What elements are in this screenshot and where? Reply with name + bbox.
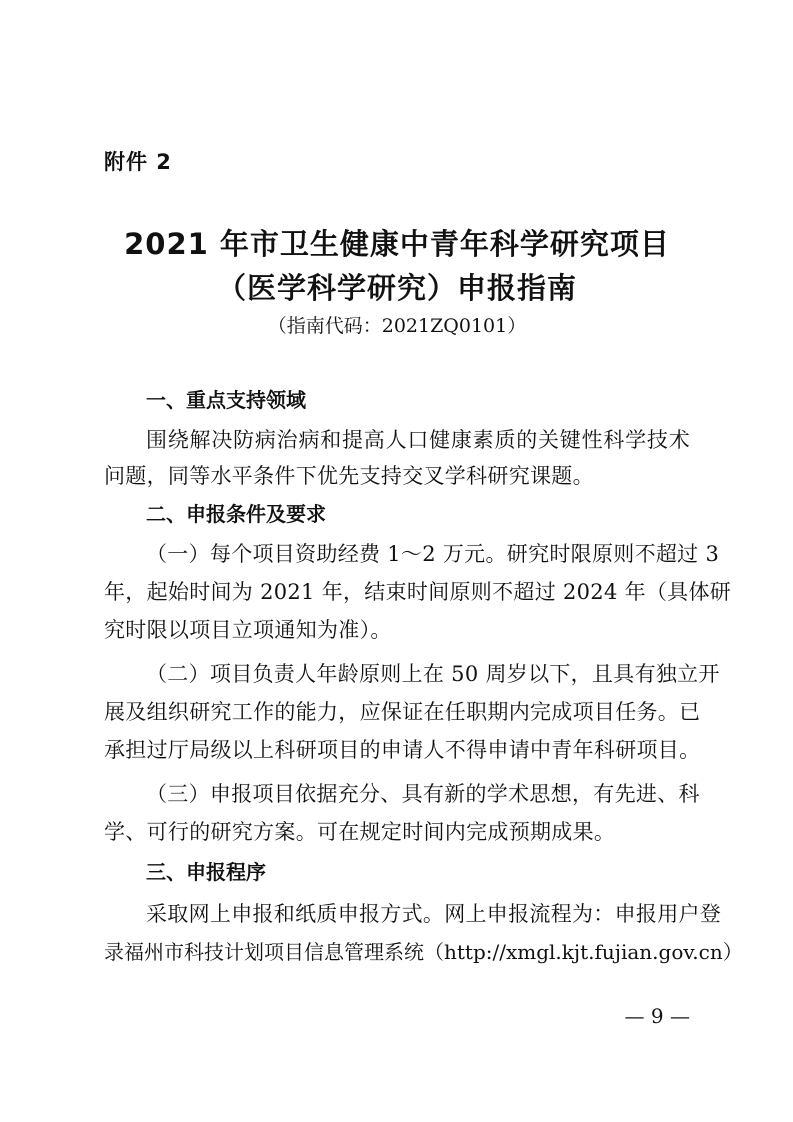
paragraph-line: 展及组织研究工作的能力，应保证在任职期内完成项目任务。已 (104, 700, 701, 724)
page-number: — 9 — (624, 1004, 690, 1028)
attachment-label: 附件 2 (104, 150, 172, 174)
document-title-line-2: （医学科学研究）申报指南 (216, 271, 577, 305)
paragraph-line: （二）项目负责人年龄原则上在 50 周岁以下，且具有独立开 (146, 662, 720, 686)
paragraph-line: （三）申报项目依据充分、具有新的学术思想，有先进、科 (146, 782, 700, 806)
paragraph-line: 采取网上申报和纸质申报方式。网上申报流程为：申报用户登 (146, 902, 722, 926)
section-heading-requirements: 二、申报条件及要求 (146, 502, 326, 526)
section-heading-key-areas: 一、重点支持领域 (146, 388, 306, 412)
paragraph-line: （一）每个项目资助经费 1～2 万元。研究时限原则不超过 3 (146, 542, 720, 566)
paragraph-line: 年，起始时间为 2021 年，结束时间原则不超过 2024 年（具体研 (104, 580, 732, 604)
section-heading-procedure: 三、申报程序 (146, 860, 266, 884)
guide-code: （指南代码：2021ZQ0101） (267, 315, 527, 337)
paragraph-line: 围绕解决防病治病和提高人口健康素质的关键性科学技术 (146, 428, 690, 452)
document-title-line-1: 2021 年市卫生健康中青年科学研究项目 (124, 227, 670, 261)
paragraph-line: 究时限以项目立项通知为准）。 (104, 618, 392, 642)
paragraph-line: 承担过厅局级以上科研项目的申请人不得申请中青年科研项目。 (104, 738, 701, 762)
paragraph-line: 问题，同等水平条件下优先支持交叉学科研究课题。 (104, 464, 594, 488)
paragraph-line: 学、可行的研究方案。可在规定时间内完成预期成果。 (104, 820, 616, 844)
paragraph-line: 录福州市科技计划项目信息管理系统（http://xmgl.kjt.fujian.gov.cn） (104, 940, 743, 964)
